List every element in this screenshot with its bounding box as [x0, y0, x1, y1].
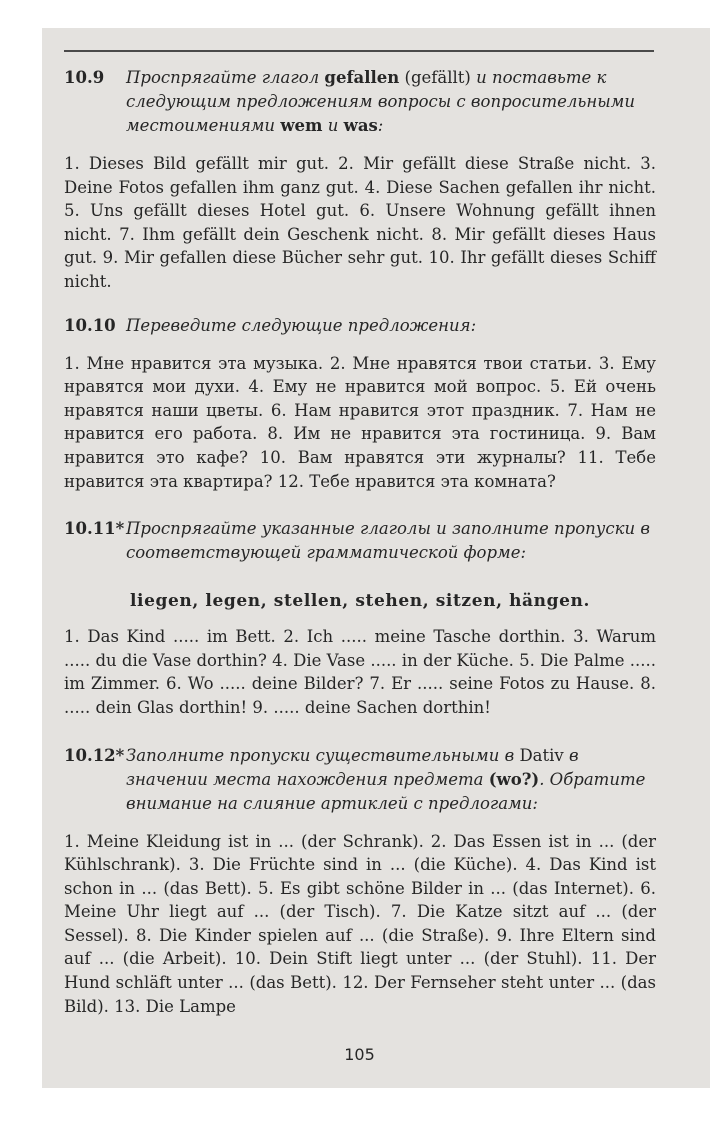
exercise-number: 10.9 [64, 68, 105, 87]
exercise-instruction: Проспрягайте указанные глаголы и заполните пропуски в соответствующей грамматической форме: [126, 519, 650, 563]
exercise-instruction: Проспрягайте глагол gefallen (gefällt) и поставьте к следующим предложениям вопросы с вопросительными местоимениями wem и was: [126, 68, 635, 135]
verb-list: liegen, legen, stellen, stehen, sitzen, hängen. [129, 591, 591, 612]
exercise-10-9-text: 1. Dieses Bild gefällt mir gut. 2. Mir gefällt diese Straße nicht. 3. Deine Fotos gefallen ihm ganz gut. 4. Diese Sachen gefallen ihr nicht. 5. Uns gefällt dieses Hotel gut. 6. Unsere Wohnung gefällt ihnen nicht. 7. Ihm gefällt dein Geschenk nicht. 8. Mir gefällt dieses Haus gut. 9. Mir gefallen diese Bücher sehr gut. 10. Ihr gefällt dieses Schiff nicht. [64, 154, 656, 291]
exercise-10-10-text: 1. Мне нравится эта музыка. 2. Мне нравятся твои статьи. 3. Ему нравятся мои духи. 4. Ему не нравится мой вопрос. 5. Ей очень нравятся наши цветы. 6. Нам нравится этот праздник. 7. Нам не нравится его работа. 8. Им не нравится эта гостиница. 9. Вам нравится это кафе? 10. Вам нравятся эти журналы? 11. Тебе нравится эта квартира? 12. Тебе нравится эта комната? [64, 353, 656, 491]
exercise-instruction: Переведите следующие предложения: [126, 315, 477, 335]
exercise-10-12-header [64, 744, 656, 816]
exercise-10-9-header [64, 66, 656, 138]
top-rule [64, 50, 654, 52]
exercise-number: 10.11* [64, 519, 125, 539]
exercise-10-11-header [64, 517, 656, 565]
exercise-number: 10.12* [64, 745, 125, 765]
page-number: 105 [344, 1045, 375, 1064]
exercise-10-12-text: 1. Meine Kleidung ist in ... (der Schrank). 2. Das Essen ist in ... (der Kühlschrank). 3. Die Früchte sind in ... (die Küche). 4. Das Kind ist schon in ... (das Bett). 5. Es gibt schöne Bilder in ... (das Internet). 6. Meine Uhr liegt auf ... (der Tisch). 7. Die Katze sitzt auf ... (der Sessel). 8. Die Kinder spielen auf ... (die Straße). 9. Ihre Eltern sind auf ... (die Arbeit). 10. Dein Stift liegt unter ... (der Stuhl). 11. Der Hund schläft unter ... (das Bett). 12. Der Fernseher steht unter ... (das Bild). 13. Die Lampe [64, 831, 656, 1016]
exercise-number: 10.10 [64, 315, 116, 335]
exercise-10-10-header [64, 314, 656, 338]
page-content [64, 66, 656, 1018]
exercise-10-11-text: 1. Das Kind ..... im Bett. 2. Ich ..... meine Tasche dorthin. 3. Warum ..... du die Vase dorthin? 4. Die Vase ..... in der Küche. 5. Die Palme ..... im Zimmer. 6. Wo ..... deine Bilder? 7. Er ..... seine Fotos zu Hause. 8. ..... dein Glas dorthin! 9. ..... deine Sachen dorthin! [64, 627, 656, 717]
exercise-instruction: Заполните пропуски существительными в Dativ в значении места нахождения предмета (wo?). Обратите внимание на слияние артиклей с предлогами: [126, 745, 646, 813]
